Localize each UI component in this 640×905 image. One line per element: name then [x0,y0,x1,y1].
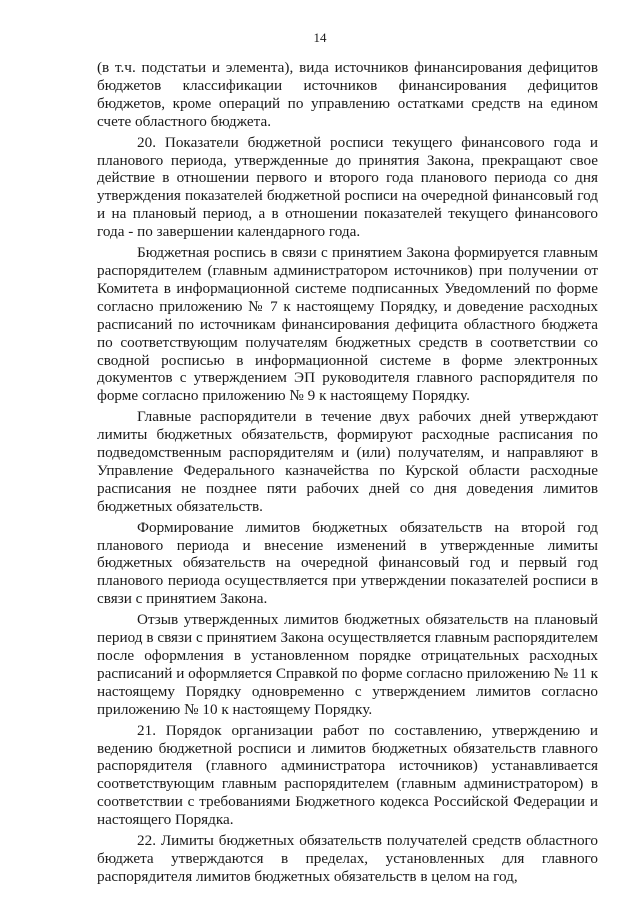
paragraph-main-managers: Главные распорядители в течение двух рабочих дней утверждают лимиты бюджетных обязательств, формируют расходные расписания по подведомственным распорядителям и (или) получателям, и направляют в Управление Федерального казначейства по Курской области расходные расписания не позднее пяти рабочих дней со дня доведения лимитов бюджетных обязательств. [97,408,598,515]
paragraph-limits-withdrawal: Отзыв утвержденных лимитов бюджетных обязательств на плановый период в связи с принятием Закона осуществляется главным распорядителем после оформления в установленном порядке отрицательных расходных расписаний и оформляется Справкой по форме согласно приложению № 11 к настоящему Порядку одновременно с утверждением лимитов согласно приложению № 10 к настоящему Порядку. [97,611,598,718]
paragraph-21: 21. Порядок организации работ по составлению, утверждению и ведению бюджетной росписи и лимитов бюджетных обязательств главного распорядителя (главного администратора источников) устанавливается соответствующим главным распорядителем (главным администратором) в соответствии с требованиями Бюджетного кодекса Российской Федерации и настоящего Порядка. [97,721,598,829]
document-body [97,59,598,886]
paragraph-budget-schedule: Бюджетная роспись в связи с принятием Закона формируется главным распорядителем (главным администратором источников) при получении от Комитета в информационной системе подписанных Уведомлений по форме согласно приложению № 7 к настоящему Порядку, и доведение расходных расписаний по источникам финансирования дефицита областного бюджета по соответствующим получателям бюджетных средств в соответствии со сводной росписью в информационной системе в форме электронных документов с утверждением ЭП руководителя главного распорядителя по форме согласно приложению № 9 к настоящему Порядку. [97,244,598,405]
paragraph-continuation: (в т.ч. подстатьи и элемента), вида источников финансирования дефицитов бюджетов классификации источников финансирования дефицитов бюджетов, кроме операций по управлению остатками средств на едином счете областного бюджета. [97,59,598,130]
paragraph-limits-formation: Формирование лимитов бюджетных обязательств на второй год планового периода и внесение изменений в утвержденные лимиты бюджетных обязательств на очередной финансовый год и первый год планового периода осуществляется при утверждении показателей росписи в связи с принятием Закона. [97,518,598,608]
paragraph-22: 22. Лимиты бюджетных обязательств получателей средств областного бюджета утверждаются в пределах, установленных для главного распорядителя лимитов бюджетных обязательств в целом на год, [97,832,598,885]
page-number: 14 [313,30,327,45]
paragraph-20: 20. Показатели бюджетной росписи текущего финансового года и планового периода, утвержденные до принятия Закона, прекращают свое действие в отношении первого и второго года планового периода со дня утверждения показателей бюджетной росписи на очередной финансовый год и на плановый период, а в отношении показателей текущего финансового года - по завершении календарного года. [97,133,598,241]
